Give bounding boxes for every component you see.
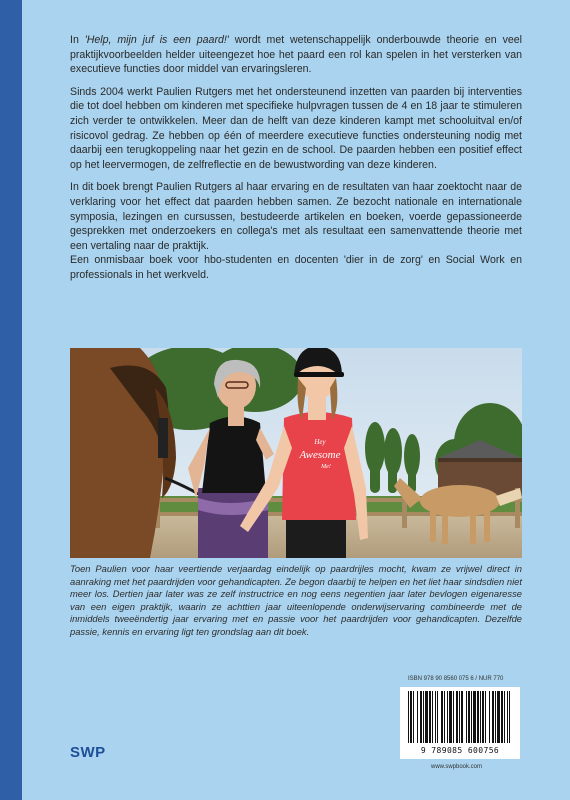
barcode-bar bbox=[480, 691, 481, 743]
spine-strip bbox=[0, 0, 22, 800]
barcode-bar bbox=[425, 691, 428, 743]
book-title-mention: 'Help, mijn juf is een paard!' bbox=[84, 34, 229, 46]
barcode-bar bbox=[420, 691, 422, 743]
barcode-bar bbox=[482, 691, 484, 743]
isbn-line: ISBN 978 90 8560 075 6 / NUR 770 bbox=[408, 676, 504, 682]
barcode-bar bbox=[429, 691, 431, 743]
barcode-bar bbox=[492, 691, 494, 743]
barcode-bar bbox=[459, 691, 460, 743]
barcode-bar bbox=[495, 691, 496, 743]
photo-caption: Toen Paulien voor haar veertiende verjaardag eindelijk op paardrijles mocht, kwam ze vrijwel direct in aanraking met het paardrijden voor gehandicapten. Ze begon daarbij te helpen en het liet haar sindsdien niet meer los. Dertien jaar later was ze zelf instructrice en nog eens negentien jaar later bevlogen eigenaresse van een eigen praktijk, waarin ze achttien jaar uiteenlopende onderwijservaring combineerde met de inmiddels tweeëndertig jaar ervaring met en passie voor het paardrijden voor gehandicapten. Dezelfde passie, kennis en ervaring ligt ten grondslag aan dit boek. bbox=[70, 563, 522, 637]
barcode-bar bbox=[449, 691, 452, 743]
barcode-bar bbox=[453, 691, 454, 743]
blurb-paragraph-3: In dit boek brengt Paulien Rutgers al haar ervaring en de resultaten van haar zoektocht naar de verklaring voor het effect dat paarden hebben samen. Ze bezocht nationale en internationale symposia, lezingen en cursussen, bestudeerde artikelen en boeken, voerde gepassioneerde gesprekken met onderzoekers en collega's met als resultaat een samenvattende theorie met een vertaling naar de praktijk. bbox=[70, 181, 522, 252]
barcode-bar bbox=[504, 691, 505, 743]
barcode-bar bbox=[441, 691, 443, 743]
barcode-bar bbox=[509, 691, 510, 743]
barcode-bar bbox=[507, 691, 508, 743]
barcode-bar bbox=[417, 691, 418, 743]
cover-photo bbox=[70, 348, 522, 558]
publisher-logo: SWP bbox=[70, 744, 106, 761]
barcode-bar bbox=[423, 691, 424, 743]
blurb-text bbox=[70, 33, 522, 291]
barcode-bar bbox=[501, 691, 503, 743]
barcode-bars bbox=[406, 691, 514, 745]
barcode-bar bbox=[408, 691, 409, 743]
barcode-bar bbox=[437, 691, 438, 743]
shirt-text-hey: Hey bbox=[314, 438, 326, 446]
barcode-bar bbox=[410, 691, 412, 743]
barcode-bar bbox=[432, 691, 433, 743]
barcode-bar bbox=[456, 691, 458, 743]
barcode-bar bbox=[489, 691, 490, 743]
barcode-bar bbox=[471, 691, 472, 743]
barcode-bar bbox=[435, 691, 436, 743]
barcode-bar bbox=[477, 691, 479, 743]
barcode-bar bbox=[447, 691, 448, 743]
blurb-paragraph-2: Sinds 2004 werkt Paulien Rutgers met het ondersteunend inzetten van paarden bij interventies die tot doel hebben om kinderen met specifieke hulpvragen tussen de 4 en 18 jaar te stimuleren zich verder te ontwikkelen. Meer dan de helft van deze kinderen kampt met schooluitval en/of risicovol gedrag. Ze hebben op één of meerdere executieve functies ondersteuning nodig met daarbij een terugkoppeling naar het gezin en de school. De paarden hebben een positief effect op het leervermogen, de zelfreflectie en de bewustwording van deze kinderen. bbox=[70, 85, 522, 171]
barcode-bar bbox=[468, 691, 470, 743]
shirt-text-awesome: Awesome bbox=[299, 449, 341, 461]
barcode-bar bbox=[473, 691, 476, 743]
barcode-number: 9 789085 600756 bbox=[420, 746, 500, 755]
barcode-bar bbox=[461, 691, 463, 743]
barcode-bar bbox=[485, 691, 486, 743]
blurb-paragraph-1: In 'Help, mijn juf is een paard!' wordt met wetenschappelijk onderbouwde theorie en veel praktijkvoorbeelden helder uiteengezet hoe het paard een rol kan spelen in het versterken van executieve functies door middel van ervaringsleren. bbox=[70, 34, 523, 76]
barcode-bar bbox=[497, 691, 500, 743]
blurb-paragraph-4: Een onmisbaar boek voor hbo-studenten en docenten 'dier in de zorg' en Social Work en professionals in het werkveld. bbox=[70, 254, 522, 281]
barcode bbox=[400, 687, 520, 759]
shirt-text-me: Me! bbox=[321, 464, 331, 470]
barcode-bar bbox=[466, 691, 467, 743]
publisher-website: www.swpbook.com bbox=[431, 764, 483, 770]
barcode-bar bbox=[413, 691, 414, 743]
barcode-bar bbox=[444, 691, 445, 743]
